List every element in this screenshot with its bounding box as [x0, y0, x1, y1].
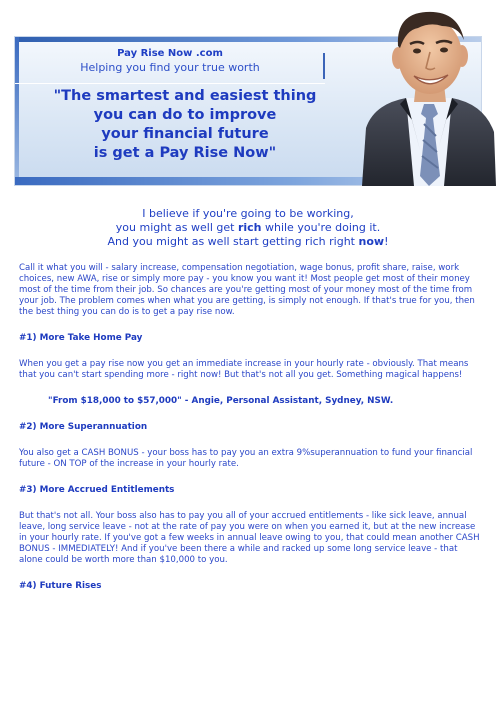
businessman-photo	[360, 0, 496, 186]
quote-line: you can do to improve	[93, 107, 277, 123]
intro-line-3	[14, 235, 482, 249]
intro-emphasis-rich: rich	[237, 221, 262, 234]
paragraph-intro: Call it what you will - salary increase, compensation negotiation, wage bonus, profit share, raise, work choices, new AWA, rise or simply more pay - you know you want it! Most people get most of their money most of the time from their job. So chances are you're getting most of your money most of the time from your job. The problem comes when what you are getting, is simply not enough. If that's true for you, then the best thing you can do is to get a pay rise now.	[19, 263, 475, 317]
intro-emphasis-now: now	[358, 235, 385, 248]
quote-line: your financial future	[101, 126, 269, 142]
businessman-illustration	[360, 0, 496, 186]
article-body	[19, 263, 481, 592]
intro-line-2-start: you might as well get	[115, 221, 238, 234]
paragraph-accrued-entitlements: But that's not all. Your boss also has to pay you all of your accrued entitlements - like sick leave, annual leave, long service leave - not at the rate of pay you were on when you earned it, but at the new increase in your hourly rate. If you've got a few weeks in annual leave owing to you, that could mean another CASH BONUS - IMMEDIATELY! And if you've been there a while and racked up some long service leave - that alone could be worth more than $10,000 to you.	[19, 511, 480, 565]
quote-line: "The smartest and easiest thing	[53, 88, 317, 104]
paragraph-superannuation: You also get a CASH BONUS - your boss has to pay you an extra 9%superannuation to fund your financial future - ON TOP of the increase in your hourly rate.	[19, 448, 473, 469]
banner-vertical-divider	[323, 53, 325, 79]
site-name: Pay Rise Now .com	[117, 48, 223, 59]
heading-accrued-entitlements: #3) More Accrued Entitlements	[19, 485, 175, 495]
heading-future-rises: #4) Future Rises	[19, 581, 102, 591]
site-tagline: Helping you find your true worth	[80, 61, 260, 74]
intro-line-2-end: while you're doing it.	[261, 221, 381, 234]
testimonial-quote: "From $18,000 to $57,000" - Angie, Personal Assistant, Sydney, NSW.	[48, 396, 394, 406]
intro-line-1: I believe if you're going to be working,	[142, 207, 354, 220]
heading-take-home-pay: #1) More Take Home Pay	[19, 333, 143, 343]
banner-quote	[15, 87, 355, 163]
heading-superannuation: #2) More Superannuation	[19, 422, 148, 432]
banner-divider	[15, 83, 325, 84]
quote-line: is get a Pay Rise Now"	[93, 145, 277, 161]
intro-line-3-start: And you might as well start getting rich right	[107, 235, 359, 248]
intro-statement	[14, 207, 482, 249]
intro-line-2	[14, 221, 482, 235]
intro-line-3-end: !	[384, 235, 389, 248]
paragraph-take-home-pay: When you get a pay rise now you get an immediate increase in your hourly rate - obviously. That means that you can't start spending more - right now! But that's not all you get. Something magical happens!	[19, 359, 469, 380]
